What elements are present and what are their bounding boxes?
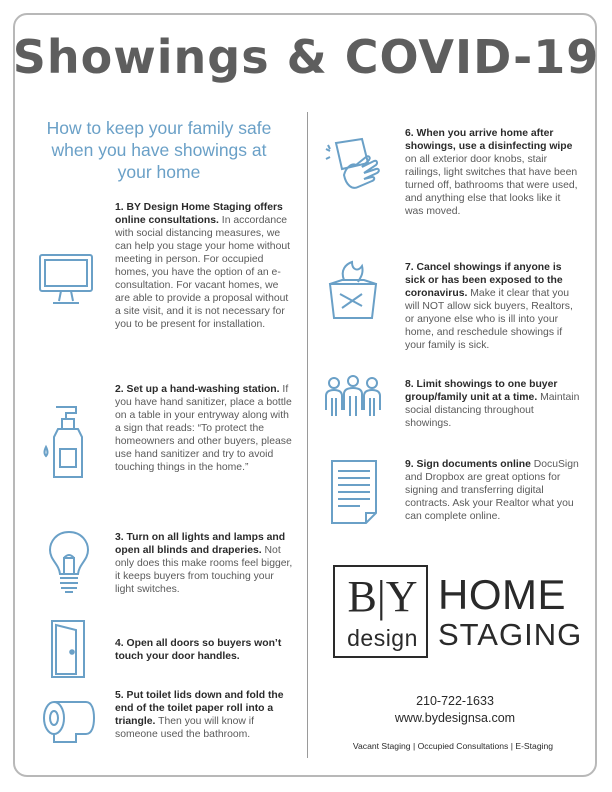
tip-6-text: on all exterior door knobs, stair railings, light switches that have been turned off, bathrooms that were used, and anything else that looks like it was moved. [405, 154, 578, 217]
tip-5-heading: 5. Put toilet lids down and fold the end of the toilet paper roll into a triangle. [115, 690, 284, 727]
tip-5 [115, 689, 295, 741]
group-of-people-icon [322, 374, 384, 418]
logo-design-text: design [347, 625, 418, 651]
document-icon [330, 459, 380, 525]
tip-4-heading: 4. Open all doors so buyers won’t touch your door handles. [115, 638, 282, 662]
logo-home-text: HOME [438, 571, 566, 618]
tip-8-text: Maintain social distancing throughout showings. [405, 392, 580, 429]
tip-7-heading: 7. Cancel showings if anyone is sick or has been exposed to the coronavirus. [405, 262, 563, 299]
tip-2-text: If you have hand sanitizer, place a bottle on a table in your entryway along with a sign that reads: “To protect the homeowners and other buyers, please use hand sanitizer and try to avoid touching things in the home.” [115, 384, 292, 473]
tip-6 [405, 127, 580, 218]
tip-1 [115, 201, 295, 331]
tip-6-heading: 6. When you arrive home after showings, use a disinfecting wipe [405, 128, 573, 152]
column-divider [307, 112, 308, 758]
tissue-box-icon [322, 258, 384, 322]
logo-mark [333, 565, 428, 658]
tip-3 [115, 531, 295, 596]
tip-2-heading: 2. Set up a hand-washing station. [115, 384, 280, 395]
tip-3-text: Not only does this make rooms feel bigger, it keeps buyers from touching your light switches. [115, 545, 293, 595]
tip-8 [405, 378, 580, 430]
tip-1-heading: 1. BY Design Home Staging offers online consultations. [115, 202, 283, 226]
logo-staging-text: STAGING [438, 617, 583, 652]
tip-5-text: Then you will know if someone used the bathroom. [115, 716, 254, 740]
tip-3-heading: 3. Turn on all lights and lamps and open all blinds and draperies. [115, 532, 286, 556]
tip-7-text: Make it clear that you will NOT allow sick buyers, Realtors, or anyone else who is ill into your home, and reschedule showings if your family is sick. [405, 288, 573, 351]
tip-8-heading: 8. Limit showings to one buyer group/family unit at a time. [405, 379, 558, 403]
wiping-hand-icon [322, 135, 384, 197]
tip-1-text: In accordance with social distancing measures, we can help you stage your home without meeting in person. For occupied homes, you have the option of an e-consultation. For vacant homes, we are able to provide a proposal without a site visit, and it is not necessary for you to be present for installation. [115, 215, 291, 330]
tip-9-heading: 9. Sign documents online [405, 459, 531, 470]
services-footer: Vacant Staging | Occupied Consultations | E-Staging [352, 741, 554, 751]
subtitle: How to keep your family safe when you have showings at your home [46, 118, 272, 182]
tip-9 [405, 458, 580, 523]
light-bulb-icon [46, 528, 92, 596]
website-url: www.bydesignsa.com [394, 711, 516, 725]
phone-number: 210-722-1633 [416, 694, 494, 708]
tip-4 [115, 637, 295, 663]
tip-9-text: DocuSign and Dropbox are great options for signing and transferring digital contracts. Ask your Realtor what you can complete online. [405, 459, 579, 522]
toilet-paper-icon [40, 696, 98, 746]
page-title: Showings & COVID-19 [12, 30, 600, 84]
door-icon [46, 618, 92, 680]
logo-by-text: B|Y [347, 572, 418, 621]
tip-7 [405, 261, 580, 352]
computer-monitor-icon [37, 251, 95, 309]
sanitizer-bottle-icon [42, 403, 94, 483]
tip-2 [115, 383, 295, 474]
